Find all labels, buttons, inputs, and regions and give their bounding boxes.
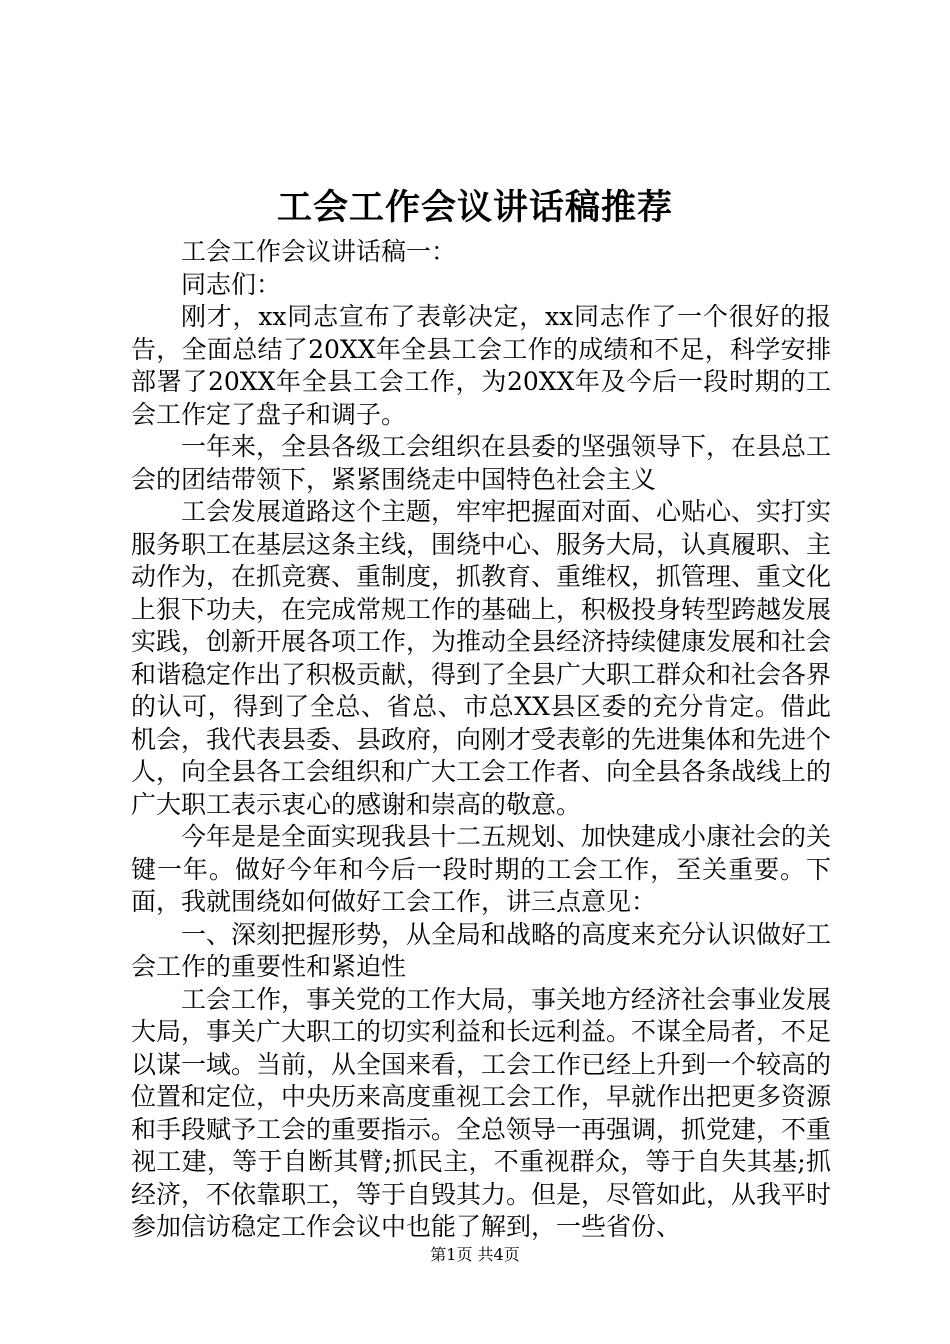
document-title: 工会工作会议讲话稿推荐 (276, 187, 673, 228)
paragraph: 一年来，全县各级工会组织在县委的坚强领导下，在县总工会的团结带领下，紧紧围绕走中国特色社会主义 (131, 432, 832, 494)
paragraph-heading: 工会工作会议讲话稿一： (181, 237, 457, 266)
paragraph: 刚才，xx同志宣布了表彰决定，xx同志作了一个很好的报告，全面总结了20XX年全县工会工作的成绩和不足，科学安排部署了20XX年全县工会工作，为20XX年及今后一段时期的工会工作定了盘子和调子。 (131, 302, 831, 429)
page-footer: 第1页 共4页 (430, 1245, 520, 1264)
paragraph: 今年是是全面实现我县十二五规划、加快建成小康社会的关键一年。做好今年和今后一段时期的工会工作，至关重要。下面，我就围绕如何做好工会工作，讲三点意见： (131, 822, 832, 916)
section-heading: 一、深刻把握形势，从全局和战略的高度来充分认识做好工会工作的重要性和紧迫性 (131, 919, 832, 981)
paragraph-salutation: 同志们： (181, 269, 282, 299)
paragraph: 工会工作，事关党的工作大局，事关地方经济社会事业发展大局，事关广大职工的切实利益和长远利益。不谋全局者，不足以谋一域。当前，从全国来看，工会工作已经上升到一个较高的位置和定位，中央历来高度重视工会工作，早就作出把更多资源和手段赋予工会的重要指示。全总领导一再强调，抓党建，不重视工建，等于自断其臂;抓民主，不重视群众，等于自失其基;抓经济，不依靠职工，等于自毁其力。但是，尽管如此，从我平时参加信访稳定工作会议中也能了解到，一些省份、 (131, 984, 832, 1241)
paragraph: 工会发展道路这个主题，牢牢把握面对面、心贴心、实打实服务职工在基层这条主线，围绕中心、服务大局，认真履职、主动作为，在抓竞赛、重制度，抓教育、重维权，抓管理、重文化上狠下功夫，在完成常规工作的基础上，积极投身转型跨越发展实践，创新开展各项工作，为推动全县经济持续健康发展和社会和谐稳定作出了积极贡献，得到了全县广大职工群众和社会各界的认可，得到了全总、省总、市总XX县区委的充分肯定。借此机会，我代表县委、县政府，向刚才受表彰的先进集体和先进个人，向全县各工会组织和广大工会工作者、向全县各条战线上的广大职工表示衷心的感谢和崇高的敬意。 (131, 497, 832, 819)
document-body (131, 236, 831, 1244)
